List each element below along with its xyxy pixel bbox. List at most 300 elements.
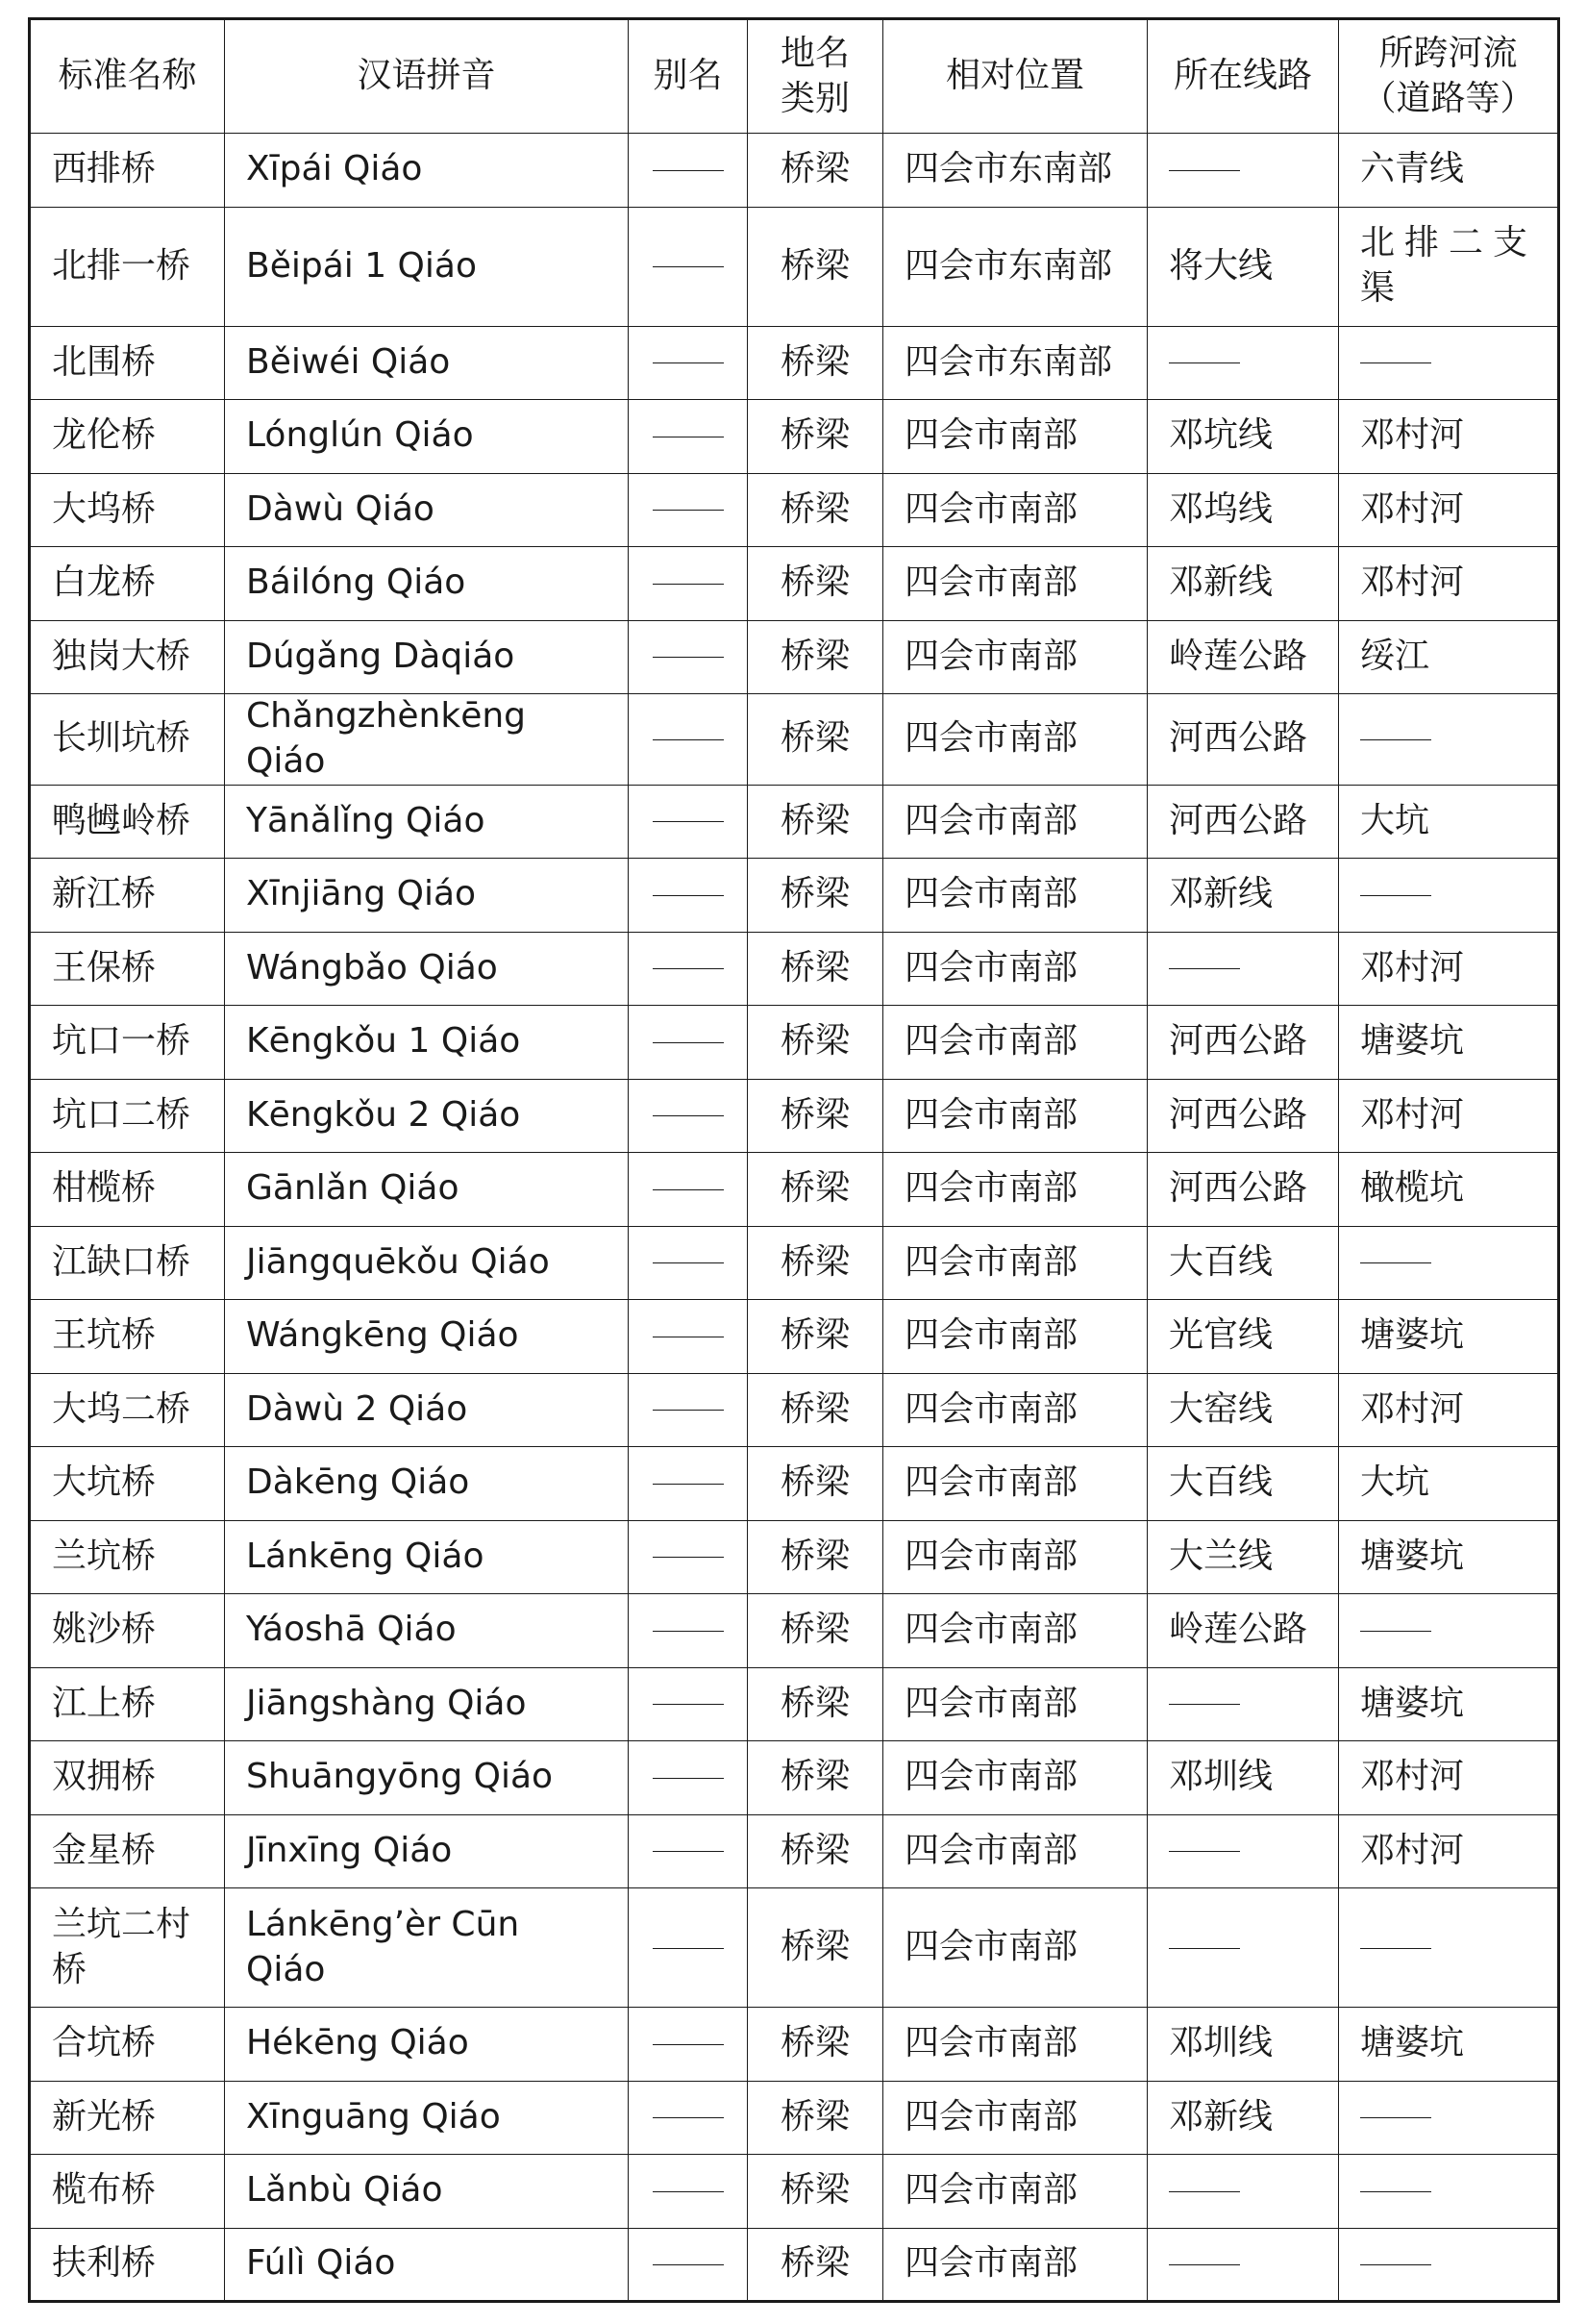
cell-name bbox=[30, 620, 225, 694]
cell-category bbox=[748, 207, 883, 326]
cell-category-text: 桥梁 bbox=[780, 1388, 850, 1429]
cell-category-text: 桥梁 bbox=[780, 1021, 850, 1062]
cell-crossing bbox=[1339, 1447, 1559, 1521]
cell-position-text: 四会市南部 bbox=[905, 2096, 1079, 2137]
cell-route bbox=[1148, 1300, 1339, 1374]
dash-placeholder bbox=[1360, 2191, 1431, 2192]
cell-pinyin-text: Gānlǎn Qiáo bbox=[246, 1168, 459, 1209]
cell-name-text: 坑口一桥 bbox=[52, 1021, 191, 1062]
cell-pinyin-text: Yáoshā Qiáo bbox=[246, 1610, 457, 1650]
dash-placeholder bbox=[653, 1410, 724, 1411]
cell-crossing-text: 大坑 bbox=[1360, 1462, 1430, 1503]
cell-category-text: 桥梁 bbox=[780, 636, 850, 676]
dash-placeholder bbox=[653, 1189, 724, 1190]
cell-category-text: 桥梁 bbox=[780, 2096, 850, 2137]
cell-crossing bbox=[1339, 1888, 1559, 2008]
table-row bbox=[30, 859, 1559, 933]
cell-pinyin bbox=[225, 1667, 629, 1741]
dash-placeholder bbox=[1360, 895, 1431, 896]
cell-category-text: 桥梁 bbox=[780, 800, 850, 840]
cell-crossing bbox=[1339, 1300, 1559, 1374]
cell-name bbox=[30, 1888, 225, 2008]
cell-pinyin bbox=[225, 620, 629, 694]
cell-alias bbox=[629, 326, 748, 400]
cell-crossing-text: 北排二支渠 bbox=[1360, 223, 1538, 308]
document-page bbox=[28, 17, 1557, 2303]
cell-route bbox=[1148, 2008, 1339, 2082]
cell-name bbox=[30, 207, 225, 326]
cell-pinyin bbox=[225, 207, 629, 326]
table-row bbox=[30, 1226, 1559, 1300]
cell-route bbox=[1148, 1888, 1339, 2008]
cell-route bbox=[1148, 207, 1339, 326]
dash-placeholder bbox=[653, 1484, 724, 1485]
cell-pinyin bbox=[225, 1814, 629, 1888]
cell-pinyin-text: Xīnguāng Qiáo bbox=[246, 2096, 501, 2137]
cell-crossing bbox=[1339, 2155, 1559, 2229]
cell-name bbox=[30, 2008, 225, 2082]
cell-pinyin bbox=[225, 932, 629, 1006]
dash-placeholder bbox=[1169, 1948, 1240, 1949]
cell-position-text: 四会市东南部 bbox=[905, 245, 1113, 286]
dash-placeholder bbox=[653, 739, 724, 740]
cell-position-text: 四会市南部 bbox=[905, 2023, 1079, 2063]
cell-name-text: 鸭乸岭桥 bbox=[52, 800, 191, 840]
cell-crossing-text: 六青线 bbox=[1360, 149, 1465, 189]
cell-position bbox=[883, 1373, 1148, 1447]
cell-route bbox=[1148, 1373, 1339, 1447]
header-route: 所在线路 bbox=[1148, 19, 1339, 134]
header-category bbox=[748, 19, 883, 134]
cell-name-text: 合坑桥 bbox=[52, 2023, 157, 2063]
cell-crossing-text: 塘婆坑 bbox=[1360, 1683, 1465, 1723]
cell-name bbox=[30, 785, 225, 859]
table-row bbox=[30, 1447, 1559, 1521]
cell-name bbox=[30, 932, 225, 1006]
dash-placeholder bbox=[653, 362, 724, 363]
cell-crossing bbox=[1339, 2228, 1559, 2302]
cell-alias bbox=[629, 1447, 748, 1521]
cell-alias bbox=[629, 785, 748, 859]
cell-pinyin-text: Dàkēng Qiáo bbox=[246, 1462, 470, 1503]
table-row bbox=[30, 932, 1559, 1006]
cell-category bbox=[748, 1667, 883, 1741]
cell-name bbox=[30, 1079, 225, 1153]
cell-alias bbox=[629, 400, 748, 474]
cell-route bbox=[1148, 932, 1339, 1006]
table-row bbox=[30, 785, 1559, 859]
cell-name-text: 大坞二桥 bbox=[52, 1388, 191, 1429]
cell-name-text: 北围桥 bbox=[52, 341, 157, 382]
table-row bbox=[30, 1741, 1559, 1815]
cell-pinyin-text: Hékēng Qiáo bbox=[246, 2023, 469, 2063]
cell-pinyin bbox=[225, 1447, 629, 1521]
cell-position-text: 四会市南部 bbox=[905, 1610, 1079, 1650]
table-row bbox=[30, 134, 1559, 208]
cell-position-text: 四会市南部 bbox=[905, 2170, 1079, 2211]
cell-alias bbox=[629, 694, 748, 786]
cell-category-text: 桥梁 bbox=[780, 341, 850, 382]
cell-crossing-text: 邓村河 bbox=[1360, 1388, 1465, 1429]
cell-name-text: 榄布桥 bbox=[52, 2170, 157, 2211]
cell-name-text: 柑榄桥 bbox=[52, 1168, 157, 1209]
cell-position bbox=[883, 620, 1148, 694]
cell-position bbox=[883, 1447, 1148, 1521]
cell-name-text: 坑口二桥 bbox=[52, 1094, 191, 1135]
cell-category-text: 桥梁 bbox=[780, 718, 850, 759]
cell-route-text: 邓新线 bbox=[1169, 874, 1274, 914]
dash-placeholder bbox=[1360, 1262, 1431, 1263]
cell-position-text: 四会市南部 bbox=[905, 1683, 1079, 1723]
table-row bbox=[30, 1373, 1559, 1447]
cell-alias bbox=[629, 932, 748, 1006]
cell-route-text: 岭莲公路 bbox=[1169, 1610, 1308, 1650]
cell-pinyin bbox=[225, 326, 629, 400]
cell-pinyin bbox=[225, 1153, 629, 1227]
dash-placeholder bbox=[653, 1557, 724, 1558]
table-row bbox=[30, 620, 1559, 694]
dash-placeholder bbox=[653, 2044, 724, 2045]
dash-placeholder bbox=[1360, 1948, 1431, 1949]
cell-alias bbox=[629, 1006, 748, 1080]
dash-placeholder bbox=[653, 1115, 724, 1116]
cell-category-text: 桥梁 bbox=[780, 2023, 850, 2063]
table-row bbox=[30, 1520, 1559, 1594]
dash-placeholder bbox=[1169, 362, 1240, 363]
cell-position-text: 四会市南部 bbox=[905, 2243, 1079, 2284]
cell-alias bbox=[629, 1520, 748, 1594]
table-row bbox=[30, 1300, 1559, 1374]
cell-crossing bbox=[1339, 1594, 1559, 1668]
cell-route bbox=[1148, 1447, 1339, 1521]
dash-placeholder bbox=[1360, 2117, 1431, 2118]
cell-category-text: 桥梁 bbox=[780, 245, 850, 286]
cell-name bbox=[30, 400, 225, 474]
table-row bbox=[30, 2008, 1559, 2082]
cell-route-text: 大兰线 bbox=[1169, 1536, 1274, 1576]
cell-position bbox=[883, 1300, 1148, 1374]
cell-alias bbox=[629, 1814, 748, 1888]
cell-pinyin-text: Jiāngshàng Qiáo bbox=[246, 1683, 527, 1723]
cell-route bbox=[1148, 400, 1339, 474]
cell-crossing bbox=[1339, 207, 1559, 326]
cell-alias bbox=[629, 2155, 748, 2229]
cell-name bbox=[30, 547, 225, 621]
dash-placeholder bbox=[1360, 739, 1431, 740]
cell-crossing-text: 大坑 bbox=[1360, 800, 1430, 840]
cell-position bbox=[883, 2008, 1148, 2082]
cell-position-text: 四会市南部 bbox=[905, 1388, 1079, 1429]
cell-pinyin-text: Xīnjiāng Qiáo bbox=[246, 874, 477, 914]
cell-crossing bbox=[1339, 1226, 1559, 1300]
cell-crossing-text: 邓村河 bbox=[1360, 1757, 1465, 1797]
cell-pinyin bbox=[225, 2081, 629, 2155]
cell-pinyin-text: Jīnxīng Qiáo bbox=[246, 1830, 453, 1870]
cell-category bbox=[748, 1226, 883, 1300]
cell-alias bbox=[629, 547, 748, 621]
cell-route bbox=[1148, 694, 1339, 786]
cell-route bbox=[1148, 547, 1339, 621]
cell-alias bbox=[629, 473, 748, 547]
cell-name bbox=[30, 1153, 225, 1227]
cell-alias bbox=[629, 620, 748, 694]
cell-route bbox=[1148, 785, 1339, 859]
dash-placeholder bbox=[653, 1262, 724, 1263]
cell-alias bbox=[629, 1079, 748, 1153]
dash-placeholder bbox=[653, 1851, 724, 1852]
dash-placeholder bbox=[653, 895, 724, 896]
cell-category-text: 桥梁 bbox=[780, 947, 850, 987]
cell-category-text: 桥梁 bbox=[780, 1168, 850, 1209]
cell-route bbox=[1148, 2155, 1339, 2229]
cell-category bbox=[748, 620, 883, 694]
cell-category-text: 桥梁 bbox=[780, 415, 850, 456]
cell-route-text: 邓坞线 bbox=[1169, 488, 1274, 529]
dash-placeholder bbox=[653, 1704, 724, 1705]
cell-route-text: 邓圳线 bbox=[1169, 1757, 1274, 1797]
cell-position bbox=[883, 547, 1148, 621]
cell-category bbox=[748, 2155, 883, 2229]
cell-position-text: 四会市南部 bbox=[905, 800, 1079, 840]
cell-position-text: 四会市南部 bbox=[905, 415, 1079, 456]
cell-name bbox=[30, 1373, 225, 1447]
cell-crossing-text: 邓村河 bbox=[1360, 1094, 1465, 1135]
header-name: 标准名称 bbox=[30, 19, 225, 134]
cell-route bbox=[1148, 1006, 1339, 1080]
cell-name-text: 大坑桥 bbox=[52, 1462, 157, 1503]
cell-name bbox=[30, 1520, 225, 1594]
cell-crossing bbox=[1339, 1520, 1559, 1594]
cell-crossing-text: 邓村河 bbox=[1360, 947, 1465, 987]
cell-route-text: 河西公路 bbox=[1169, 800, 1308, 840]
cell-position-text: 四会市南部 bbox=[905, 1094, 1079, 1135]
cell-crossing bbox=[1339, 326, 1559, 400]
cell-category bbox=[748, 2228, 883, 2302]
cell-position bbox=[883, 1594, 1148, 1668]
cell-alias bbox=[629, 1594, 748, 1668]
cell-crossing bbox=[1339, 2008, 1559, 2082]
cell-name bbox=[30, 859, 225, 933]
cell-category bbox=[748, 326, 883, 400]
header-crossing-text: 所跨河流（道路等） bbox=[1361, 33, 1535, 118]
cell-name bbox=[30, 1741, 225, 1815]
header-position: 相对位置 bbox=[883, 19, 1148, 134]
cell-route bbox=[1148, 1153, 1339, 1227]
cell-route-text: 河西公路 bbox=[1169, 1021, 1308, 1062]
cell-route-text: 大百线 bbox=[1169, 1241, 1274, 1282]
cell-position-text: 四会市南部 bbox=[905, 488, 1079, 529]
dash-placeholder bbox=[653, 821, 724, 822]
dash-placeholder bbox=[1169, 2191, 1240, 2192]
cell-alias bbox=[629, 2008, 748, 2082]
cell-category bbox=[748, 2081, 883, 2155]
cell-pinyin-text: Kēngkǒu 2 Qiáo bbox=[246, 1094, 521, 1135]
cell-crossing-text: 塘婆坑 bbox=[1360, 1536, 1465, 1576]
cell-position bbox=[883, 1079, 1148, 1153]
cell-crossing bbox=[1339, 620, 1559, 694]
cell-pinyin-text: Běipái 1 Qiáo bbox=[246, 245, 477, 286]
header-crossing bbox=[1339, 19, 1559, 134]
cell-route bbox=[1148, 620, 1339, 694]
cell-alias bbox=[629, 1373, 748, 1447]
cell-route-text: 河西公路 bbox=[1169, 1094, 1308, 1135]
cell-category bbox=[748, 932, 883, 1006]
cell-route bbox=[1148, 1079, 1339, 1153]
table-header-row bbox=[30, 19, 1559, 134]
cell-pinyin bbox=[225, 2155, 629, 2229]
cell-position-text: 四会市南部 bbox=[905, 1021, 1079, 1062]
cell-pinyin bbox=[225, 1594, 629, 1668]
dash-placeholder bbox=[1169, 2264, 1240, 2265]
dash-placeholder bbox=[1360, 362, 1431, 363]
cell-name bbox=[30, 326, 225, 400]
cell-crossing bbox=[1339, 1741, 1559, 1815]
cell-alias bbox=[629, 1741, 748, 1815]
cell-route-text: 邓坑线 bbox=[1169, 415, 1274, 456]
cell-position-text: 四会市南部 bbox=[905, 1462, 1079, 1503]
cell-name-text: 王坑桥 bbox=[52, 1315, 157, 1356]
cell-position bbox=[883, 2228, 1148, 2302]
cell-pinyin bbox=[225, 785, 629, 859]
cell-name-text: 新光桥 bbox=[52, 2096, 157, 2137]
cell-position-text: 四会市东南部 bbox=[905, 341, 1113, 382]
cell-name-text: 兰坑桥 bbox=[52, 1536, 157, 1576]
cell-pinyin bbox=[225, 1373, 629, 1447]
dash-placeholder bbox=[653, 2191, 724, 2192]
cell-position bbox=[883, 2155, 1148, 2229]
cell-position bbox=[883, 1006, 1148, 1080]
cell-alias bbox=[629, 1888, 748, 2008]
cell-route bbox=[1148, 134, 1339, 208]
cell-route bbox=[1148, 1226, 1339, 1300]
cell-name-text: 江上桥 bbox=[52, 1683, 157, 1723]
cell-route bbox=[1148, 2228, 1339, 2302]
cell-category-text: 桥梁 bbox=[780, 2170, 850, 2211]
table-body bbox=[30, 134, 1559, 2302]
cell-pinyin bbox=[225, 1741, 629, 1815]
cell-name bbox=[30, 2081, 225, 2155]
cell-category-text: 桥梁 bbox=[780, 874, 850, 914]
cell-name bbox=[30, 1006, 225, 1080]
cell-name-text: 新江桥 bbox=[52, 874, 157, 914]
cell-category bbox=[748, 1006, 883, 1080]
cell-route-text: 河西公路 bbox=[1169, 1168, 1308, 1209]
cell-crossing bbox=[1339, 2081, 1559, 2155]
cell-route bbox=[1148, 1667, 1339, 1741]
cell-name-text: 西排桥 bbox=[52, 149, 157, 189]
dash-placeholder bbox=[1360, 2264, 1431, 2265]
table-row bbox=[30, 473, 1559, 547]
cell-crossing bbox=[1339, 134, 1559, 208]
cell-category bbox=[748, 694, 883, 786]
dash-placeholder bbox=[653, 2117, 724, 2118]
header-category-text: 地名类别 bbox=[780, 33, 850, 118]
table-row bbox=[30, 547, 1559, 621]
cell-alias bbox=[629, 2081, 748, 2155]
cell-position-text: 四会市南部 bbox=[905, 947, 1079, 987]
table-row bbox=[30, 1006, 1559, 1080]
cell-position-text: 四会市南部 bbox=[905, 562, 1079, 603]
cell-alias bbox=[629, 1667, 748, 1741]
cell-position-text: 四会市南部 bbox=[905, 718, 1079, 759]
cell-pinyin-text: Wángkēng Qiáo bbox=[246, 1315, 519, 1356]
dash-placeholder bbox=[653, 1042, 724, 1043]
cell-category bbox=[748, 1741, 883, 1815]
cell-pinyin bbox=[225, 694, 629, 786]
cell-crossing bbox=[1339, 1667, 1559, 1741]
cell-route bbox=[1148, 2081, 1339, 2155]
cell-alias bbox=[629, 134, 748, 208]
table-row bbox=[30, 1079, 1559, 1153]
cell-crossing bbox=[1339, 694, 1559, 786]
table-row bbox=[30, 2081, 1559, 2155]
cell-name bbox=[30, 473, 225, 547]
cell-position bbox=[883, 2081, 1148, 2155]
cell-name-text: 姚沙桥 bbox=[52, 1610, 157, 1650]
cell-category bbox=[748, 547, 883, 621]
cell-pinyin-text: Lónglún Qiáo bbox=[246, 415, 474, 456]
cell-pinyin bbox=[225, 473, 629, 547]
cell-category-text: 桥梁 bbox=[780, 1315, 850, 1356]
dash-placeholder bbox=[1360, 1631, 1431, 1632]
cell-position bbox=[883, 207, 1148, 326]
dash-placeholder bbox=[653, 510, 724, 511]
table-row bbox=[30, 2228, 1559, 2302]
cell-pinyin-text: Fúlì Qiáo bbox=[246, 2243, 396, 2284]
cell-pinyin bbox=[225, 2008, 629, 2082]
cell-alias bbox=[629, 1226, 748, 1300]
dash-placeholder bbox=[653, 657, 724, 658]
cell-route bbox=[1148, 473, 1339, 547]
cell-name-text: 长圳坑桥 bbox=[52, 718, 191, 759]
cell-crossing bbox=[1339, 1814, 1559, 1888]
dash-placeholder bbox=[653, 266, 724, 267]
cell-category-text: 桥梁 bbox=[780, 2243, 850, 2284]
cell-route bbox=[1148, 1741, 1339, 1815]
cell-name bbox=[30, 1594, 225, 1668]
cell-category-text: 桥梁 bbox=[780, 1462, 850, 1503]
cell-route-text: 大窑线 bbox=[1169, 1388, 1274, 1429]
cell-position bbox=[883, 785, 1148, 859]
cell-crossing bbox=[1339, 1079, 1559, 1153]
dash-placeholder bbox=[1169, 170, 1240, 171]
cell-position bbox=[883, 134, 1148, 208]
table-row bbox=[30, 207, 1559, 326]
cell-position bbox=[883, 400, 1148, 474]
cell-category bbox=[748, 1153, 883, 1227]
cell-alias bbox=[629, 859, 748, 933]
cell-route-text: 光官线 bbox=[1169, 1315, 1274, 1356]
cell-category bbox=[748, 400, 883, 474]
cell-pinyin-text: Shuāngyōng Qiáo bbox=[246, 1757, 554, 1797]
cell-position-text: 四会市南部 bbox=[905, 1168, 1079, 1209]
cell-name bbox=[30, 134, 225, 208]
cell-category-text: 桥梁 bbox=[780, 562, 850, 603]
cell-crossing bbox=[1339, 932, 1559, 1006]
cell-position bbox=[883, 1814, 1148, 1888]
cell-category bbox=[748, 473, 883, 547]
cell-position bbox=[883, 1153, 1148, 1227]
cell-position bbox=[883, 694, 1148, 786]
cell-route bbox=[1148, 326, 1339, 400]
cell-category bbox=[748, 2008, 883, 2082]
cell-pinyin bbox=[225, 2228, 629, 2302]
cell-crossing-text: 邓村河 bbox=[1360, 1830, 1465, 1870]
table-row bbox=[30, 694, 1559, 786]
cell-name bbox=[30, 1226, 225, 1300]
cell-alias bbox=[629, 2228, 748, 2302]
cell-name bbox=[30, 2155, 225, 2229]
